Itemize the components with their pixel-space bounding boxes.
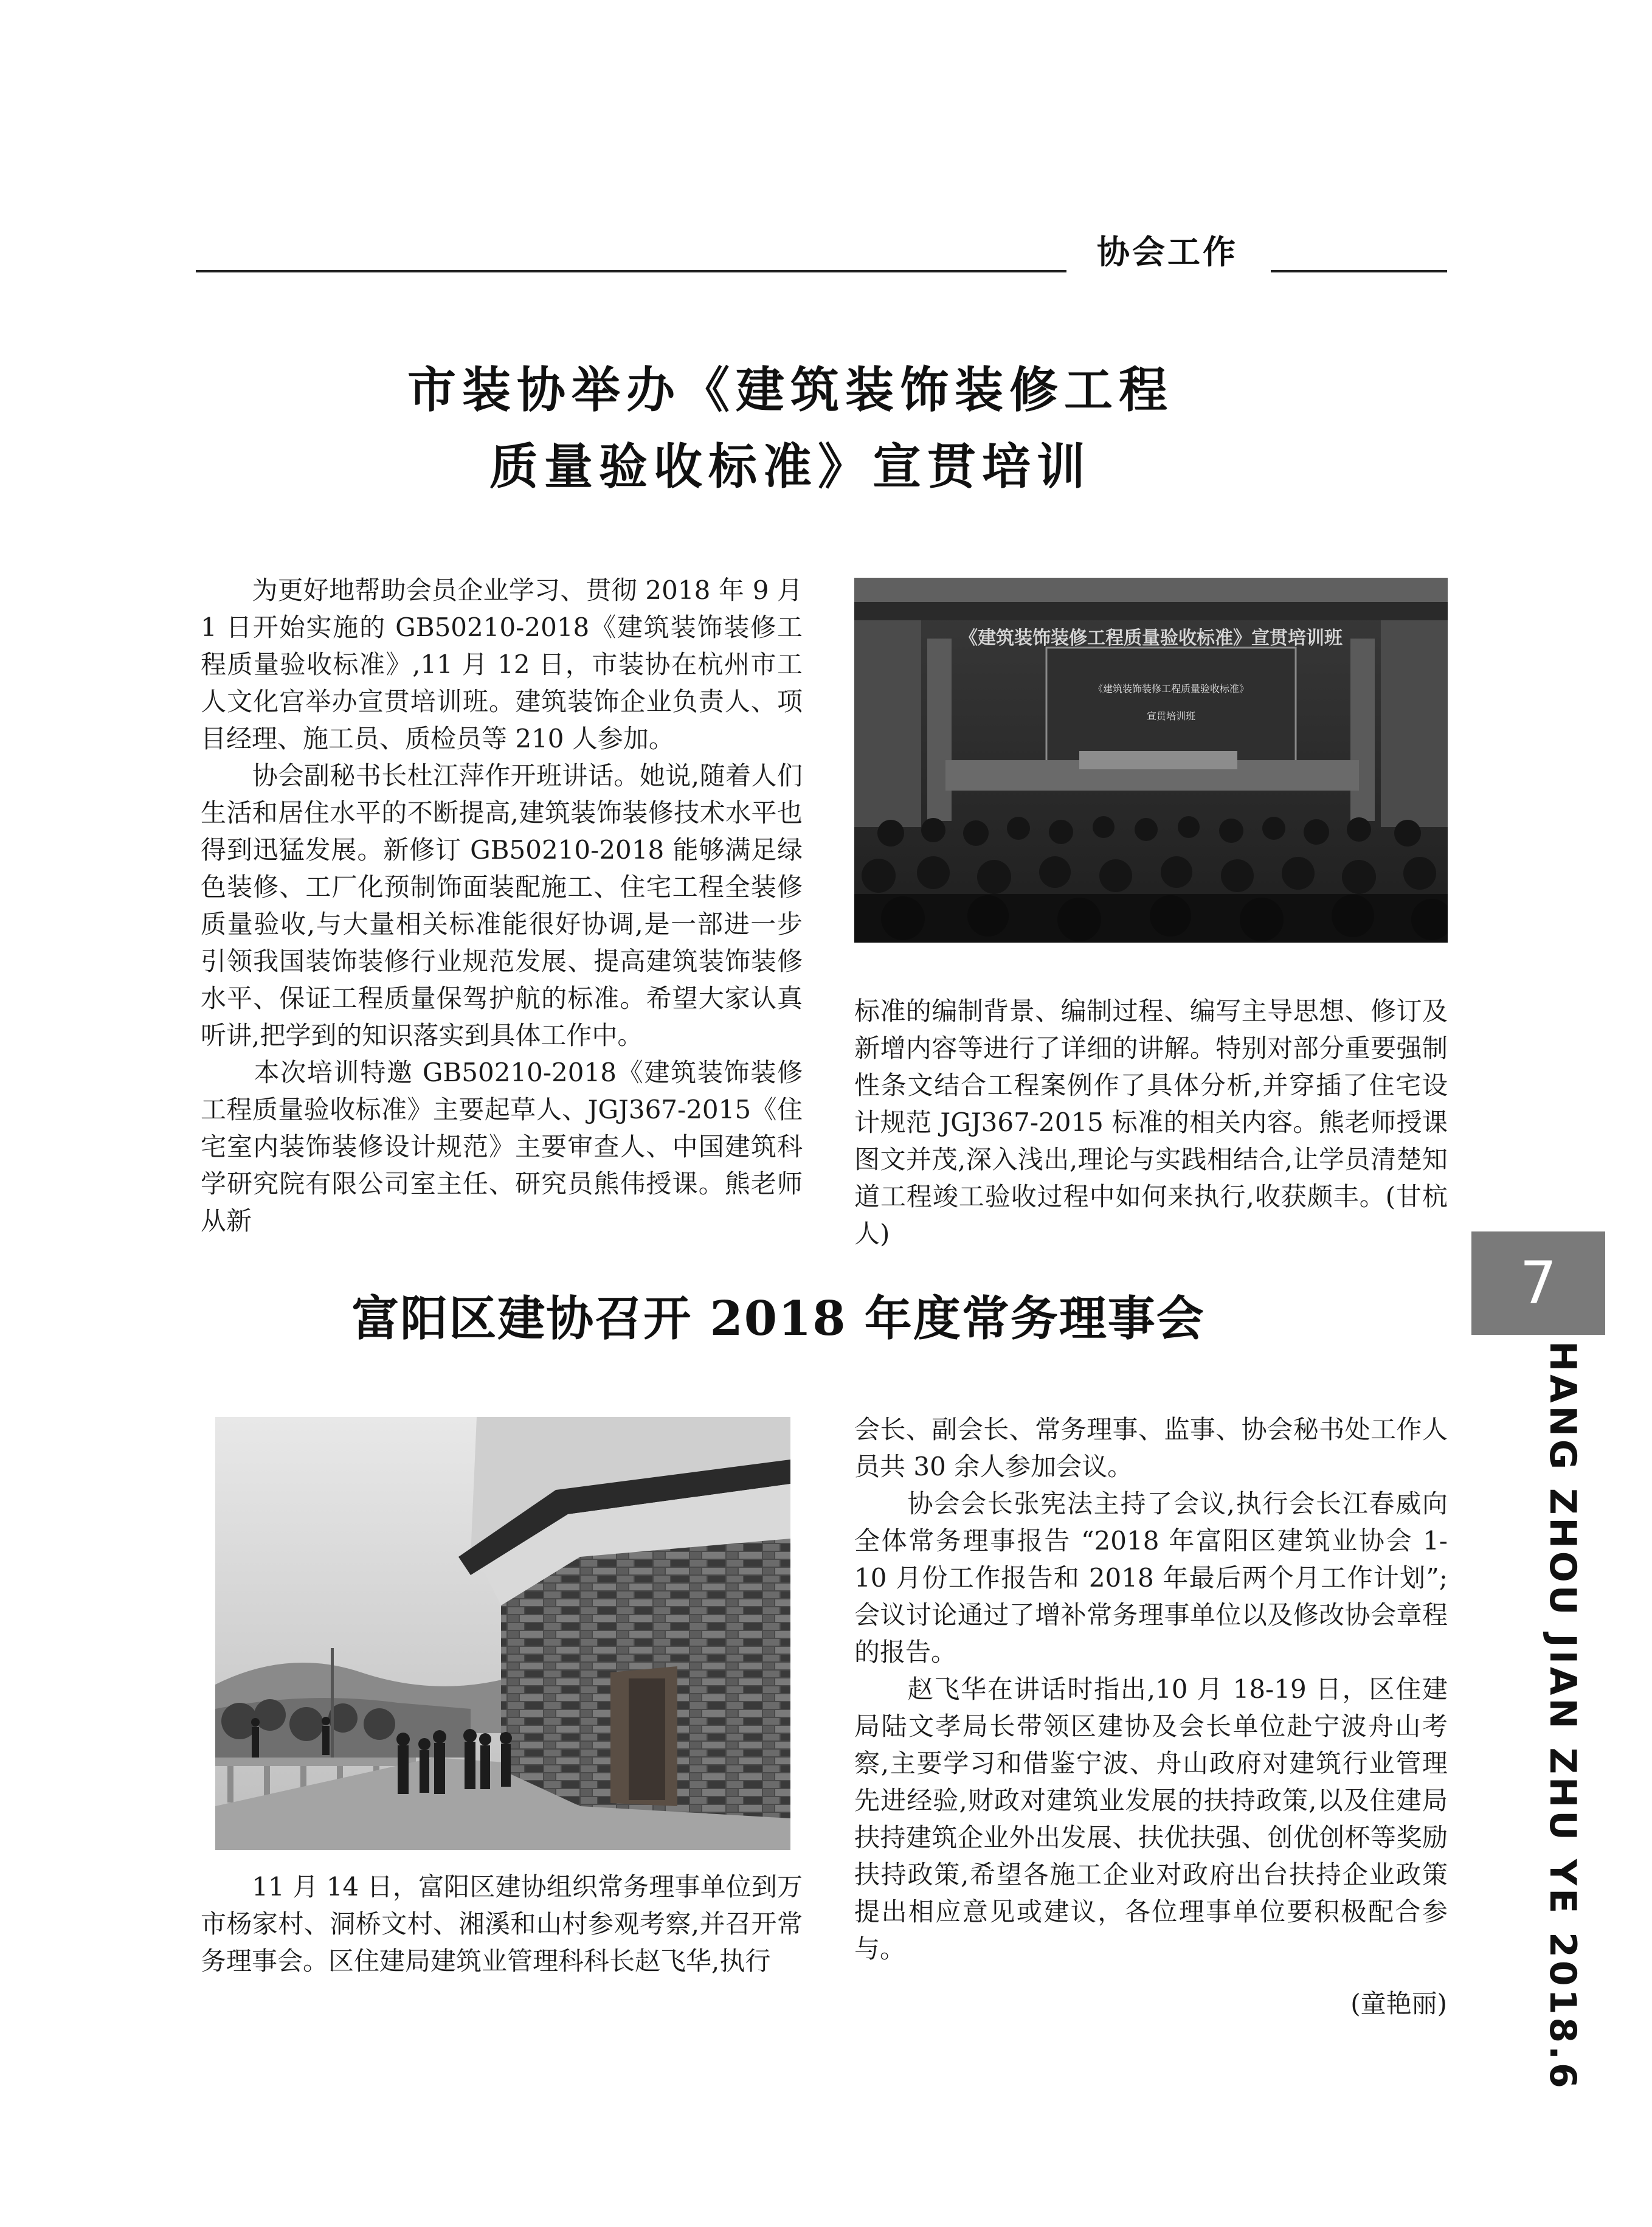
header-rule-left [196,270,1066,272]
article1-left-column [201,572,803,1239]
article1-para-3: 本次培训特邀 GB50210-2018《建筑装饰装修工程质量验收标准》主要起草人、JGJ367-2015《住宅室内装饰装修设计规范》主要审查人、中国建筑科学研究院有限公司室主任、研究员熊伟授课。熊老师从新 [201,1058,803,1236]
village-photo [215,1417,790,1850]
header-rule-right [1271,270,1447,272]
article2-para-2: 协会会长张宪法主持了会议,执行会长江春威向全体常务理事报告 “2018 年富阳区建筑业协会 1-10 月份工作报告和 2018 年最后两个月工作计划”;会议讨论通过了增补常务理事单位以及修改协会章程的报告。 [854,1489,1448,1667]
article1-para-1: 为更好地帮助会员企业学习、贯彻 2018 年 9 月 1 日开始实施的 GB50210-2018《建筑装饰装修工程质量验收标准》,11 月 12 日，市装协在杭州市工人文化宫举办宣贯培训班。建筑装饰企业负责人、项目经理、施工员、质检员等 210 人参加。 [201,575,803,753]
article1-title-line1: 市装协举办《建筑装饰装修工程 [407,362,1173,418]
photo-banner-text: 《建筑装饰装修工程质量验收标准》宣贯培训班 [959,628,1343,649]
page-number: 7 [1519,1249,1557,1317]
photo-screen-title: 《建筑装饰装修工程质量验收标准》 [1093,683,1249,694]
photo-screen-sub: 宣贯培训班 [1146,710,1195,722]
section-label: 协会工作 [1097,233,1238,271]
article1-title-line2: 质量验收标准》宣贯培训 [489,438,1091,495]
article2-left-text: 11 月 14 日，富阳区建协组织常务理事单位到万市杨家村、洞桥文村、湘溪和山村参观考察,并召开常务理事会。区住建局建筑业管理科科长赵飞华,执行 [201,1872,803,1976]
magazine-vertical-title: HANG ZHOU JIAN ZHU YE 2018.6 [1541,1341,1584,2091]
article2-para-3: 赵飞华在讲话时指出,10 月 18-19 日，区住建局陆文孝局长带领区建协及会长单位赴宁波舟山考察,主要学习和借鉴宁波、舟山政府对建筑行业管理先进经验,财政对建筑业发展的扶持政策,以及住建局扶持建筑企业外出发展、扶优扶强、创优创杯等奖励扶持政策,希望各施工企业对政府出台扶持企业政策提出相应意见或建议，各位理事单位要积极配合参与。 [854,1674,1448,1964]
article2-right-column [854,1411,1448,1967]
article2-para-1: 会长、副会长、常务理事、监事、协会秘书处工作人员共 30 余人参加会议。 [854,1415,1448,1481]
training-hall-photo [854,578,1448,943]
article2-title: 富阳区建协召开 2018 年度常务理事会 [351,1291,1205,1346]
article2-credit: (童艳丽) [1350,1989,1447,2018]
article1-right-column: 标准的编制背景、编制过程、编写主导思想、修订及新增内容等进行了详细的讲解。特别对部分重要强制性条文结合工程案例作了具体分析,并穿插了住宅设计规范 JGJ367-2015 标准的相关内容。熊老师授课图文并茂,深入浅出,理论与实践相结合,让学员清楚知道工程竣工验收过程中如何来执行,收获颇丰。(甘杭人) [854,996,1448,1249]
article1-para-2: 协会副秘书长杜江萍作开班讲话。她说,随着人们生活和居住水平的不断提高,建筑装饰装修技术水平也得到迅猛发展。新修订 GB50210-2018 能够满足绿色装修、工厂化预制饰面装配施工、住宅工程全装修质量验收,与大量相关标准能很好协调,是一部进一步引领我国装饰装修行业规范发展、提高建筑装饰装修水平、保证工程质量保驾护航的标准。希望大家认真听讲,把学到的知识落实到具体工作中。 [201,761,803,1050]
page-number-tab [1471,1231,1605,1335]
